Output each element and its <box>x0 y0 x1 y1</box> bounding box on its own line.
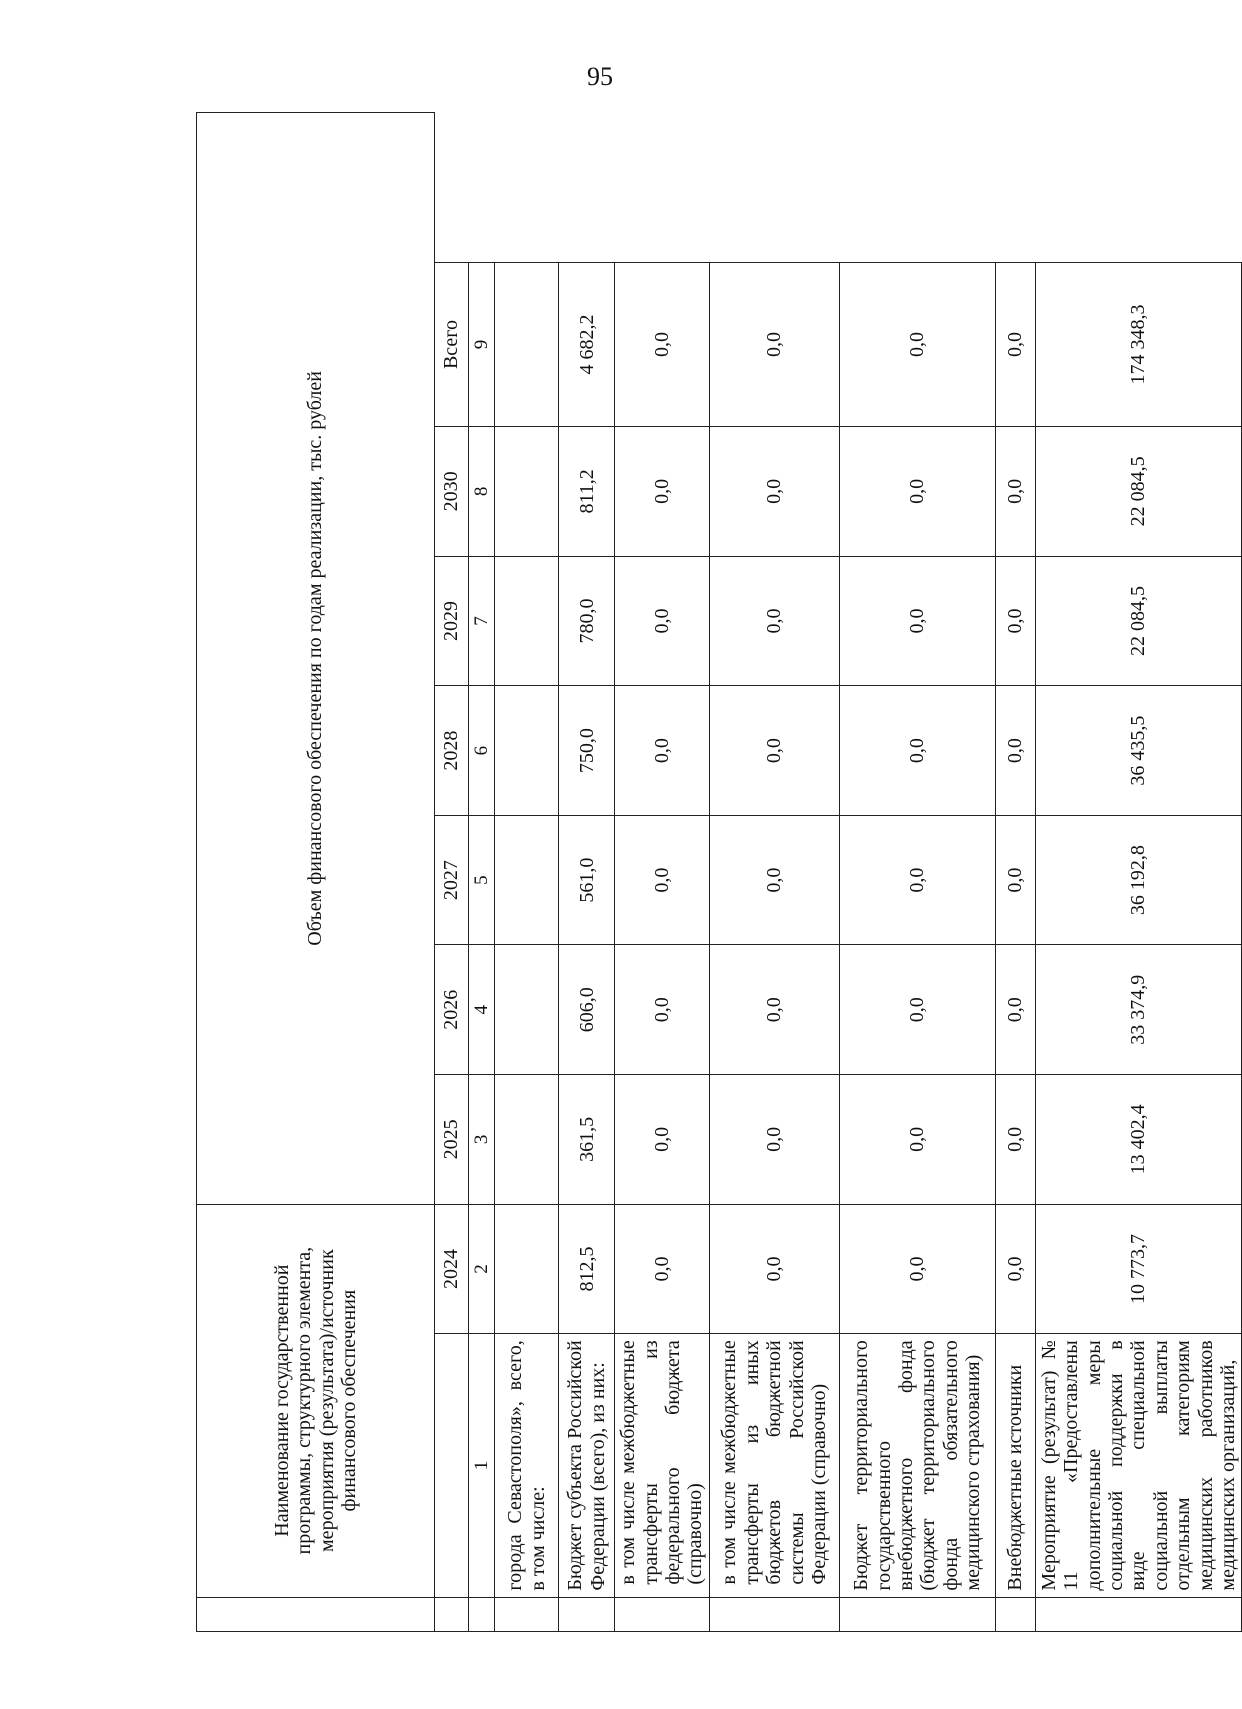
header-funding-group: Объем финансового обеспечения по годам реализации, тыс. рублей <box>197 113 435 1205</box>
corner-cell <box>197 1597 435 1631</box>
index-name: 1 <box>469 1334 495 1597</box>
year-2027: 2027 <box>435 815 469 945</box>
years-row <box>435 113 469 1632</box>
year-2030: 2030 <box>435 427 469 557</box>
row-name: города Севастополя», всего, в том числе: <box>495 1334 559 1597</box>
table-row: Мероприятие (результат) № 11 «Предоставлены дополнительные меры социальной поддержки в виде специальной социальной выплаты отдельным категориям медицинских работников медицинских организаций, 10 773,7 13 402,4 33 374,9 36 192,8 36 435,5 22 084,5 22 084,5 174 348,3 <box>1035 113 1242 1632</box>
year-2025: 2025 <box>435 1075 469 1205</box>
row-name: Бюджет территориального государственного внебюджетного фонда (бюджет территориального фонда обязательного медицинского страхования) <box>839 1334 995 1597</box>
row-name: Мероприятие (результат) № 11 «Предоставлены дополнительные меры социальной поддержки в виде специальной социальной выплаты отдельным категориям медицинских работников медицинских организаций, <box>1035 1334 1242 1597</box>
year-2026: 2026 <box>435 945 469 1075</box>
rotated-table <box>196 112 1239 1632</box>
index-row: 1 2 3 4 5 6 7 8 9 <box>469 113 495 1632</box>
financing-table <box>196 112 1242 1632</box>
table-row: в том числе межбюджетные трансферты из федерального бюджета (справочно) 0,0 0,0 0,0 0,0 0,0 0,0 0,0 0,0 <box>615 113 710 1632</box>
row-name: Бюджет субъекта Российской Федерации (всего), из них: <box>559 1334 615 1597</box>
rotated-table-container <box>196 112 1239 1632</box>
row-name: в том числе межбюджетные трансферты из федерального бюджета (справочно) <box>615 1334 710 1597</box>
row-name: в том числе межбюджетные трансферты из иных бюджетов бюджетной системы Российской Федерации (справочно) <box>709 1334 839 1597</box>
table-row: Бюджет субъекта Российской Федерации (всего), из них: 812,5 361,5 606,0 561,0 750,0 780,0 811,2 4 682,2 <box>559 113 615 1632</box>
table-row: Внебюджетные источники 0,0 0,0 0,0 0,0 0,0 0,0 0,0 0,0 <box>995 113 1035 1632</box>
year-2024: 2024 <box>435 1204 469 1334</box>
table-row: в том числе межбюджетные трансферты из иных бюджетов бюджетной системы Российской Федерации (справочно) 0,0 0,0 0,0 0,0 0,0 0,0 0,0 0,0 <box>709 113 839 1632</box>
header-name-column: Наименование государственной программы, структурного элемента, мероприятия (результата)/источник финансового обеспечения <box>197 1204 435 1597</box>
table-row: Бюджет территориального государственного внебюджетного фонда (бюджет территориального фонда обязательного медицинского страхования) 0,0 0,0 0,0 0,0 0,0 0,0 0,0 0,0 <box>839 113 995 1632</box>
page-number: 95 <box>587 62 613 91</box>
year-2028: 2028 <box>435 686 469 816</box>
year-2029: 2029 <box>435 556 469 686</box>
table-row <box>495 113 559 1632</box>
header-row <box>197 113 435 1632</box>
year-total: Всего <box>435 262 469 426</box>
row-name: Внебюджетные источники <box>995 1334 1035 1597</box>
